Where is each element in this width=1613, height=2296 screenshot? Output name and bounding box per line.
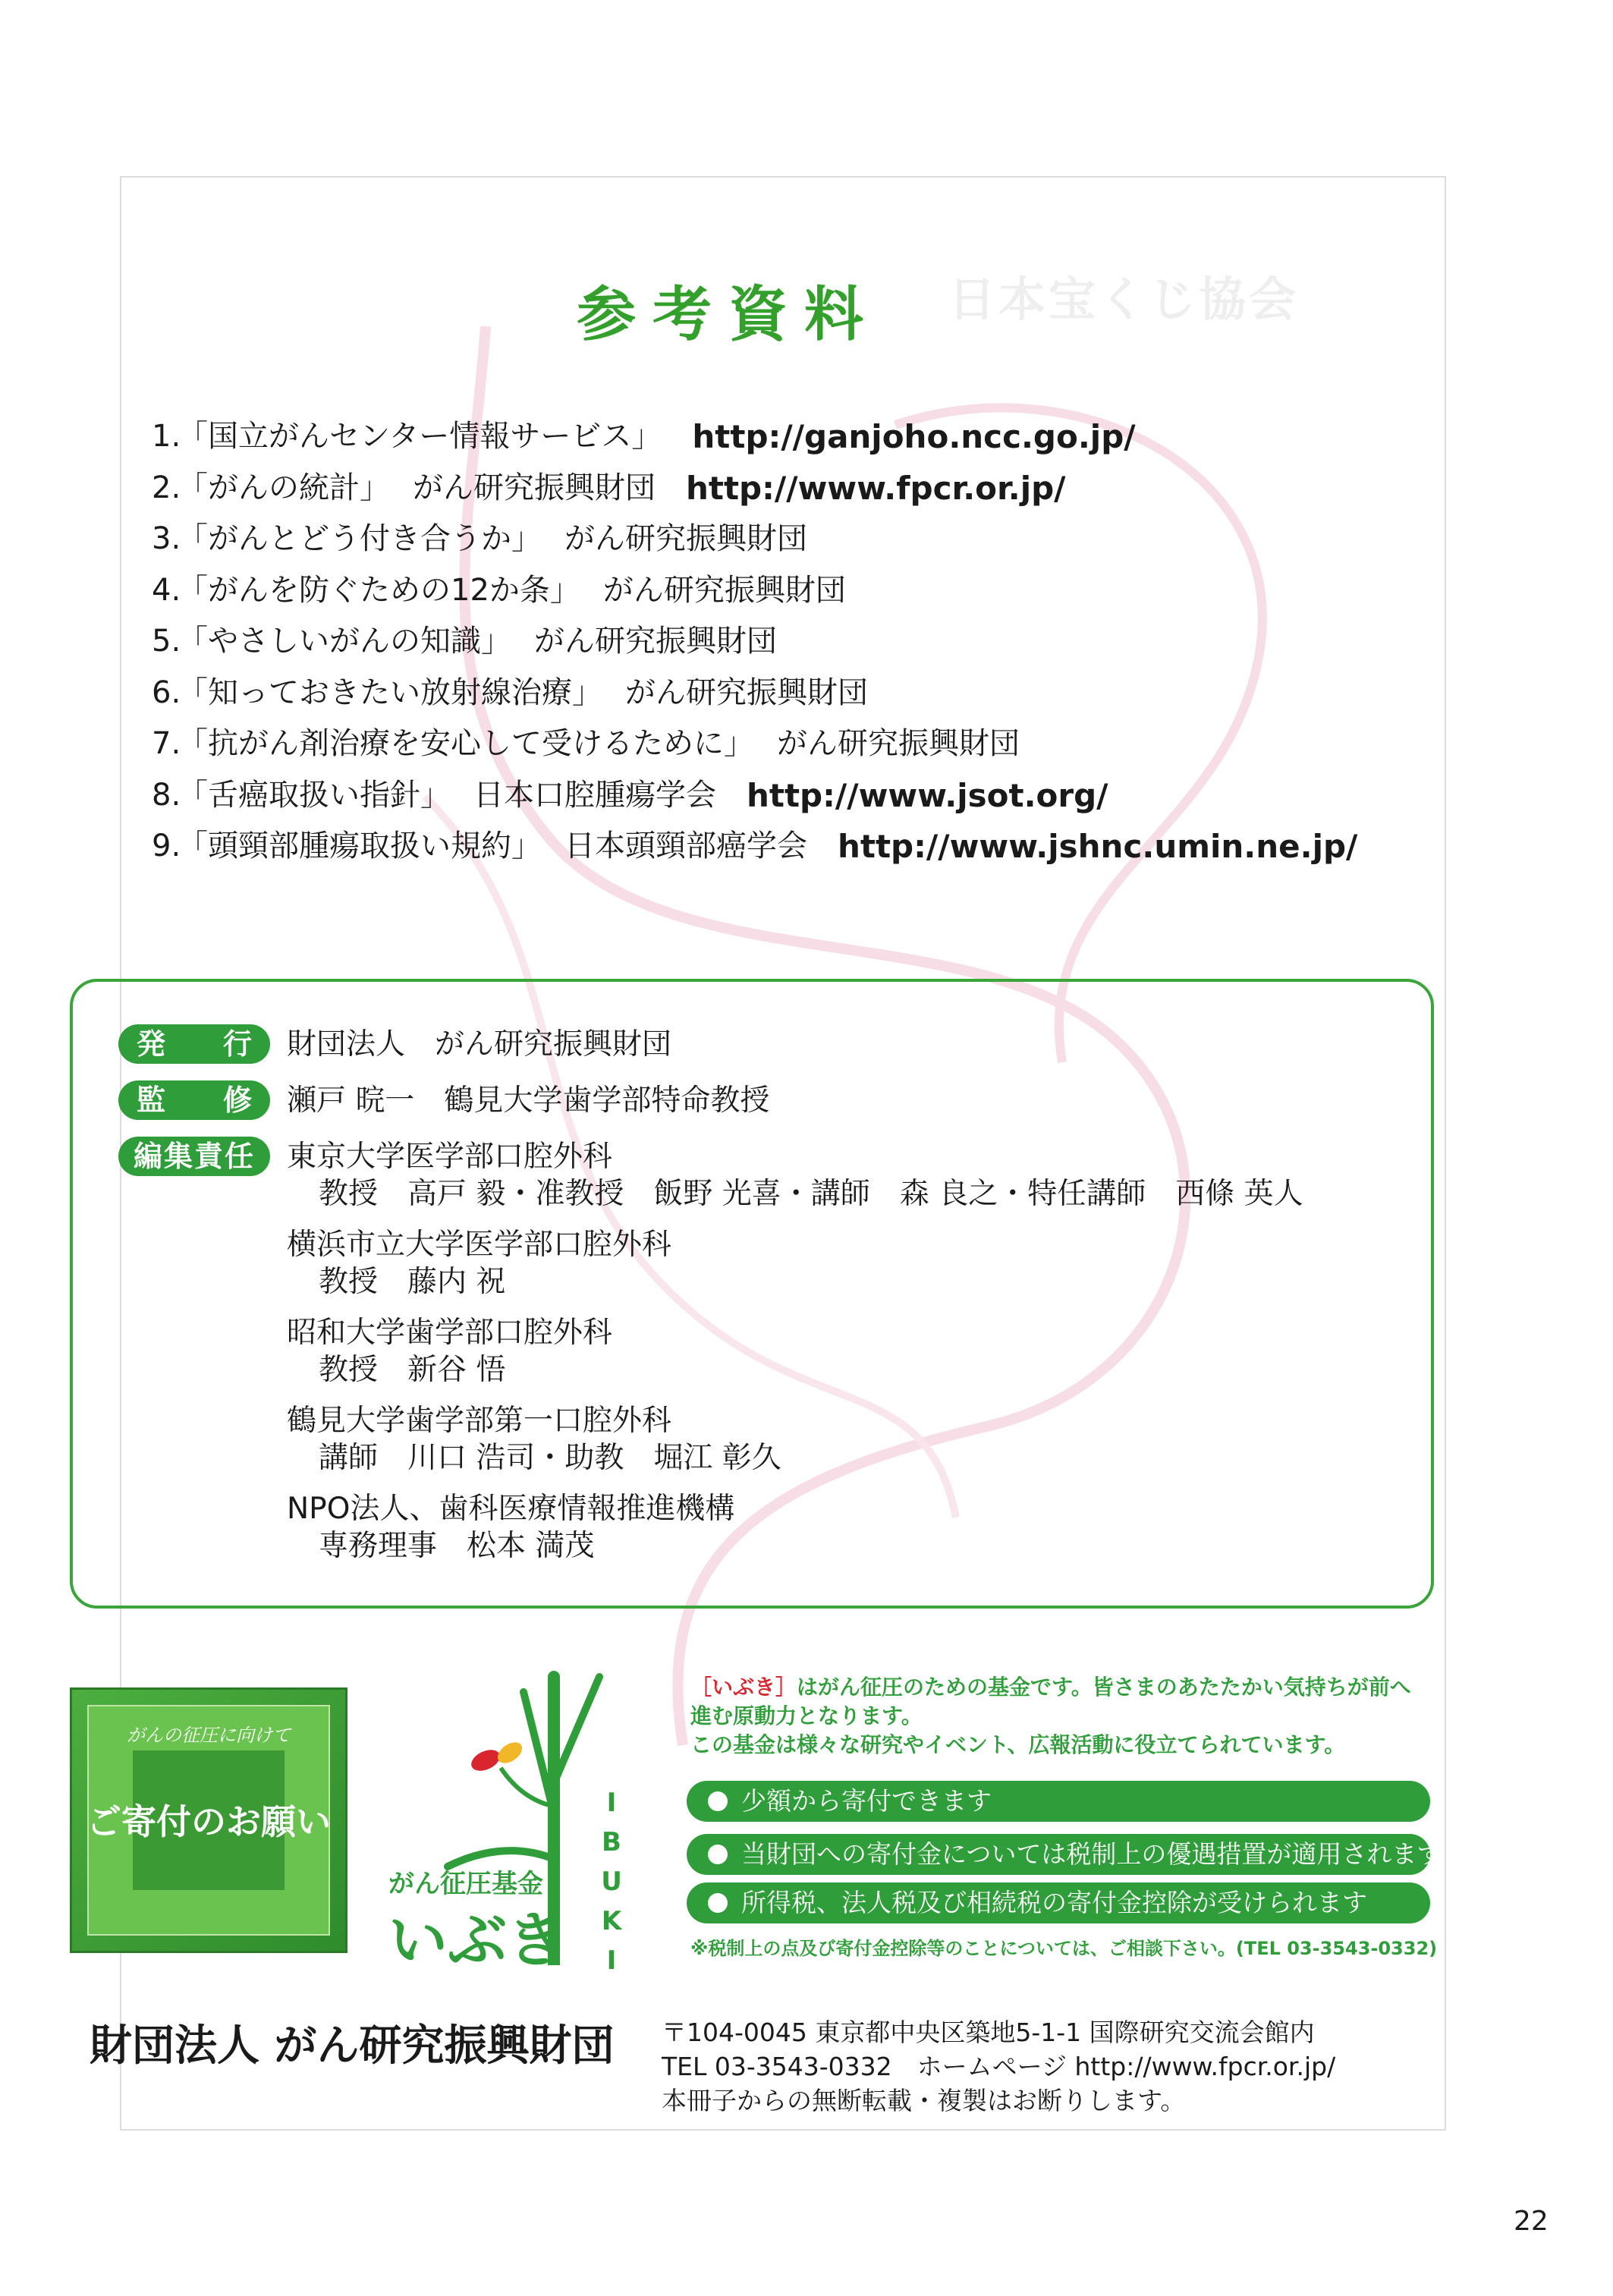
donation-title: ご寄付のお願い: [86, 1801, 331, 1842]
page-number: 22: [1514, 2206, 1549, 2237]
reference-org: がん研究振興財団: [564, 521, 807, 556]
page-title: 参考資料: [576, 281, 880, 349]
benefit-pill: 所得税、法人税及び相続税の寄付金控除が受けられます: [687, 1882, 1430, 1923]
reference-url[interactable]: http://www.fpcr.or.jp/: [686, 469, 1066, 507]
ibuki-intro-highlight: ［いぶき］: [690, 1675, 797, 1700]
reference-number: 3.: [152, 521, 181, 556]
editor-affiliation: NPO法人、歯科医療情報推進機構: [287, 1492, 735, 1526]
reference-title: 「がんとどう付き合うか」: [178, 521, 542, 556]
editor-affiliation: 鶴見大学歯学部第一口腔外科: [287, 1404, 672, 1438]
reference-item: [152, 565, 1357, 617]
reference-org: 日本口腔腫瘍学会: [473, 777, 716, 813]
reference-title: 「やさしいがんの知識」: [178, 624, 511, 659]
benefit-pill: 当財団への寄付金については税制上の優遇措置が適用されます: [687, 1834, 1430, 1875]
reference-item: [152, 411, 1357, 463]
editor-affiliation: 東京大学医学部口腔外科: [287, 1140, 613, 1174]
editor-people: 教授 高戸 毅・准教授 飯野 光喜・講師 森 良之・特任講師 西條 英人: [319, 1177, 1303, 1211]
reference-number: 7.: [152, 726, 181, 761]
bullet-icon: [708, 1893, 728, 1913]
reference-org: がん研究振興財団: [413, 470, 656, 505]
watermark-logo: 日本宝くじ協会: [948, 272, 1300, 327]
ibuki-intro: ［いぶき］はがん征圧のための基金です。皆さまのあたたかい気持ちが前へ 進む原動力となります。 この基金は様々な研究やイベント、広報活動に役立てられています。: [690, 1675, 1411, 1757]
reference-number: 1.: [152, 419, 181, 454]
footer-address: 〒104-0045 東京都中央区築地5-1-1 国際研究交流会館内 TEL 03-3543-0332 ホームページ http://www.fpcr.or.jp/ 本冊子からの無断転載・複製はお断りします。: [662, 2018, 1336, 2115]
reference-item: [152, 719, 1357, 770]
reference-org: 日本頭頸部癌学会: [564, 829, 807, 863]
reference-title: 「がんの統計」: [178, 470, 390, 505]
publisher-row: [118, 1024, 671, 1064]
reference-title: 「国立がんセンター情報サービス」: [178, 419, 662, 454]
reference-number: 2.: [152, 470, 181, 505]
editor-people: 専務理事 松本 満茂: [319, 1529, 595, 1563]
reference-item: [152, 616, 1357, 668]
reference-item: [152, 463, 1357, 514]
reference-item: [152, 514, 1357, 565]
reference-title: 「がんを防ぐための12か条」: [178, 572, 580, 608]
reference-item: [152, 821, 1357, 873]
supervisor-value: 瀬戸 晥一 鶴見大学歯学部特命教授: [287, 1084, 770, 1118]
publisher-value: 財団法人 がん研究振興財団: [287, 1027, 672, 1062]
publisher-label: 発 行: [118, 1024, 270, 1064]
reference-number: 9.: [152, 829, 181, 863]
reference-org: がん研究振興財団: [534, 624, 777, 659]
tax-footnote: ※税制上の点及び寄付金控除等のことについては、ご相談下さい。(TEL 03-3543-0332): [690, 1938, 1438, 1959]
footer-org-name: 財団法人 がん研究振興財団: [90, 2021, 615, 2071]
ibuki-vertical-text: I B U K I: [601, 1788, 622, 1976]
reference-org: がん研究振興財団: [625, 675, 868, 710]
reference-number: 5.: [152, 624, 181, 659]
reference-url[interactable]: http://www.jsot.org/: [747, 776, 1108, 814]
ibuki-name: いぶき: [388, 1907, 567, 1975]
editor-people: 講師 川口 浩司・助教 堀江 彰久: [319, 1441, 781, 1475]
editor-affiliation: 昭和大学歯学部口腔外科: [287, 1316, 613, 1350]
reference-title: 「知っておきたい放射線治療」: [178, 675, 602, 710]
editor-people: 教授 藤内 祝: [319, 1265, 506, 1299]
credits-box: [70, 979, 1434, 1609]
editor-label: 編集責任: [118, 1137, 270, 1176]
donation-banner[interactable]: [70, 1687, 347, 1953]
reference-title: 「抗がん剤治療を安心して受けるために」: [178, 726, 754, 761]
reference-item: [152, 770, 1357, 822]
bullet-icon: [708, 1845, 728, 1864]
reference-list: [152, 411, 1357, 873]
footer-contact[interactable]: TEL 03-3543-0332 ホームページ http://www.fpcr.or.jp/: [662, 2052, 1336, 2081]
reference-number: 8.: [152, 777, 181, 813]
editor-list: [287, 1137, 1303, 1565]
reference-number: 6.: [152, 675, 181, 710]
donation-subtitle: がんの征圧に向けて: [127, 1725, 291, 1746]
reference-title: 「舌癌取扱い指針」: [178, 777, 451, 813]
reference-title: 「頭頸部腫瘍取扱い規約」: [178, 829, 542, 863]
editor-row: [118, 1137, 1303, 1565]
reference-org: がん研究振興財団: [777, 726, 1020, 761]
reference-url[interactable]: http://ganjoho.ncc.go.jp/: [692, 418, 1136, 455]
reference-url[interactable]: http://www.jshnc.umin.ne.jp/: [838, 828, 1358, 865]
reference-org: がん研究振興財団: [602, 572, 846, 608]
benefit-pill: 少額から寄付できます: [687, 1781, 1430, 1822]
ibuki-caption: がん征圧基金: [388, 1869, 543, 1899]
editor-affiliation: 横浜市立大学医学部口腔外科: [287, 1228, 672, 1262]
editor-people: 教授 新谷 悟: [319, 1353, 506, 1387]
bullet-icon: [708, 1791, 728, 1811]
reference-number: 4.: [152, 572, 181, 608]
supervisor-label: 監 修: [118, 1080, 270, 1120]
supervisor-row: [118, 1080, 769, 1120]
reference-item: [152, 668, 1357, 719]
